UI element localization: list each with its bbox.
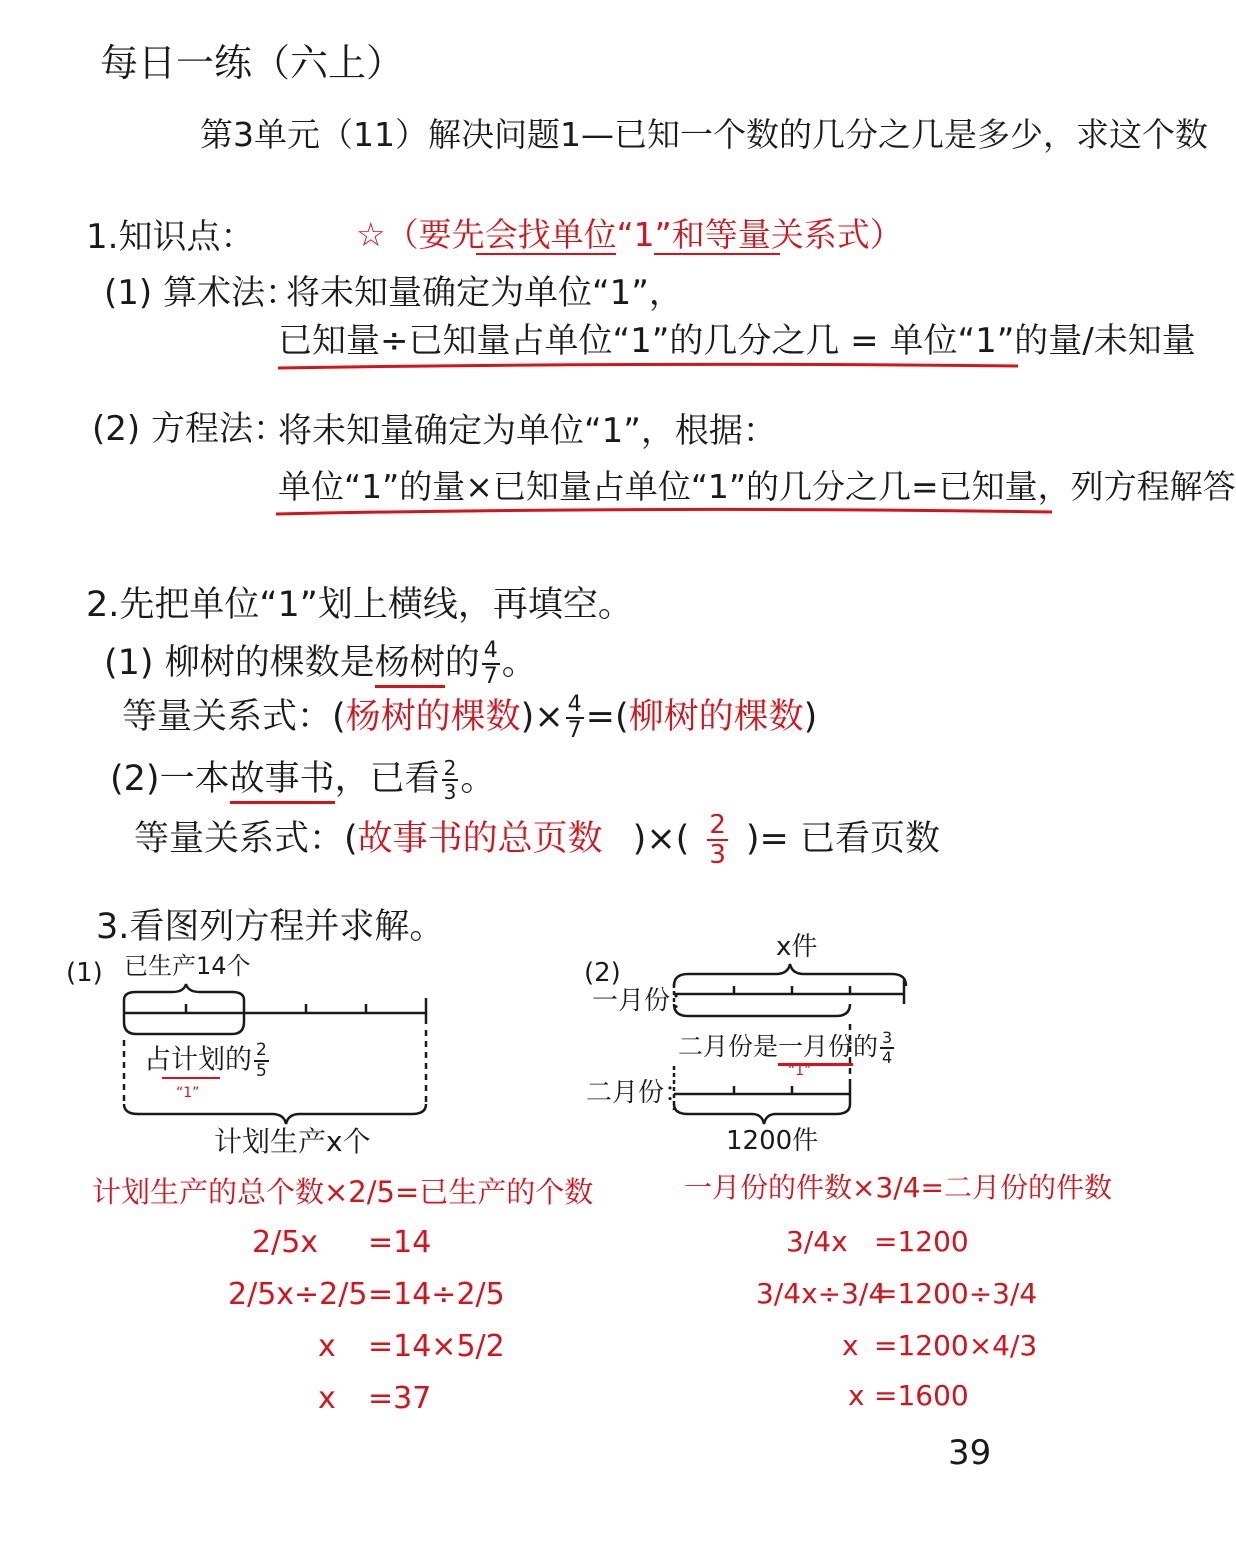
q1-eq-label: 等量关系式：(	[122, 697, 346, 737]
p1-total: 计划生产x个	[214, 1125, 371, 1158]
p2-mid-brace	[674, 1004, 850, 1016]
p1-inner-numerator: 2	[256, 1040, 267, 1060]
q1-text-c: 的	[444, 643, 480, 683]
q1-eq-equals: =(	[585, 697, 629, 737]
method1-underline	[278, 364, 1018, 368]
q1-unit-underlined: 杨树	[375, 643, 445, 688]
q1-close: )	[803, 697, 818, 737]
p2-mid-c: 的	[853, 1032, 879, 1061]
section3-title: 3.看图列方程并求解。	[96, 907, 445, 947]
p1-step1-rhs: =14	[368, 1225, 432, 1260]
p2-unit-mark: “1”	[788, 1063, 812, 1079]
p2-step4-lhs: x	[848, 1379, 865, 1412]
q1-numerator: 4	[483, 638, 498, 663]
p1-label: (1)	[66, 958, 103, 988]
method2-underline	[276, 509, 1052, 514]
q2-end: 。	[460, 759, 496, 799]
method2-line2: 单位“1”的量×已知量占单位“1”的几分之几=已知量，列方程解答	[278, 467, 1236, 506]
p2-top: x件	[776, 932, 818, 962]
p1-inner-brace	[124, 1022, 244, 1034]
p2-top-brace	[674, 964, 906, 986]
q2-close: )= 已看页数	[745, 819, 940, 859]
q2-denominator: 3	[443, 780, 457, 804]
p1-step4-rhs: =37	[368, 1381, 432, 1416]
q1-eq-numerator: 4	[567, 692, 582, 717]
q2-eq-denominator: 3	[709, 840, 726, 870]
q1-eq-denominator: 7	[567, 718, 582, 743]
p2-diagram	[674, 964, 906, 1124]
method2-line1: 将未知量确定为单位“1”，根据：	[278, 411, 777, 451]
q2-text-c: ，已看	[334, 759, 440, 799]
q1-fill-1: 杨树的棵数	[345, 697, 521, 737]
p1-step2-rhs: =14÷2/5	[368, 1277, 505, 1312]
p1-relation: 计划生产的总个数×2/5=已生产的个数	[92, 1175, 594, 1209]
p2-step2-rhs: =1200÷3/4	[874, 1277, 1038, 1310]
p2-row1: 一月份：	[592, 986, 697, 1016]
q1-fill-2: 柳树的棵数	[628, 697, 804, 737]
q1-text-a: (1) 柳树的棵数是	[104, 643, 375, 683]
q2-unit-underlined: 故事书	[230, 759, 335, 804]
method1-line1: 将未知量确定为单位“1”，	[286, 273, 683, 313]
p2-step1-lhs: 3/4x	[786, 1225, 848, 1258]
q2-numerator: 2	[443, 756, 457, 780]
q2-eq-mid: )×(	[632, 819, 690, 859]
p2-row2: 二月份：	[586, 1078, 691, 1108]
unit-title: 第3单元（11）解决问题1—已知一个数的几分之几是多少，求这个数	[200, 115, 1208, 154]
method2-label: (2) 方程法：	[92, 409, 287, 449]
p2-step1-rhs: =1200	[874, 1225, 969, 1258]
p1-step3-rhs: =14×5/2	[368, 1329, 505, 1364]
p2-mid-a: 二月份是	[678, 1032, 779, 1061]
p2-mid-numerator: 3	[882, 1028, 893, 1047]
p1-step2-lhs: 2/5x÷2/5	[228, 1277, 368, 1312]
p2-step2-lhs: 3/4x÷3/4	[756, 1277, 887, 1310]
q2-fill-1: 故事书的总页数	[357, 819, 603, 859]
method1-line2: 已知量÷已知量占单位“1”的几分之几 = 单位“1”的量/未知量	[278, 321, 1196, 361]
p2-bottom-brace	[674, 1104, 850, 1124]
p2-relation: 一月份的件数×3/4=二月份的件数	[684, 1171, 1112, 1204]
p2-step3-rhs: =1200×4/3	[874, 1329, 1038, 1362]
section1-title: 1.知识点：	[86, 217, 255, 257]
p2-mid-unit: 一月份	[778, 1032, 853, 1066]
p1-step3-lhs: x	[318, 1329, 336, 1364]
p1-unit-mark: “1”	[176, 1085, 200, 1101]
q2-text-a: (2)一本	[110, 759, 230, 799]
method1-label: (1) 算术法：	[104, 273, 299, 313]
p2-label: (2)	[584, 958, 621, 988]
page-number: 39	[948, 1433, 992, 1473]
p1-top-brace	[124, 984, 244, 1000]
p2-mid-denominator: 4	[882, 1048, 893, 1067]
p1-inner-a: 占计划的	[144, 1044, 252, 1076]
q1-eq-mid: )×	[520, 697, 564, 737]
p2-step4-rhs: =1600	[874, 1379, 969, 1412]
q1-denominator: 7	[483, 664, 498, 689]
p1-inner-denominator: 5	[256, 1061, 267, 1081]
p1-produced: 已生产14个	[124, 952, 251, 980]
p2-step3-lhs: x	[842, 1329, 859, 1362]
q2-eq-numerator: 2	[709, 810, 726, 840]
p1-step4-lhs: x	[318, 1381, 336, 1416]
p1-step1-lhs: 2/5x	[252, 1225, 319, 1260]
q2-eq-label: 等量关系式：(	[134, 819, 358, 859]
p1-bottom-brace	[124, 1104, 426, 1124]
q1-end: 。	[501, 643, 537, 683]
section2-title: 2.先把单位“1”划上横线，再填空。	[86, 585, 633, 625]
tip-note: ☆（要先会找单位“1”和等量关系式）	[356, 215, 903, 254]
p1-diagram	[124, 984, 426, 1124]
p2-bottom: 1200件	[726, 1126, 819, 1156]
worksheet-title: 每日一练（六上）	[100, 41, 405, 85]
